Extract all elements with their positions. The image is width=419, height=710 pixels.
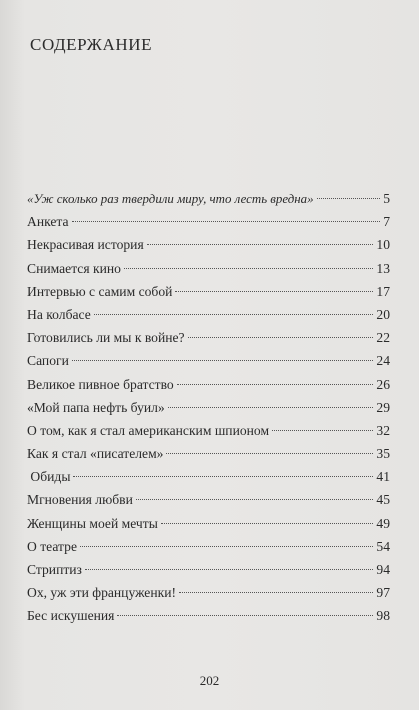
toc-entry-page: 41 — [376, 469, 390, 485]
toc-entry-page: 13 — [376, 260, 390, 276]
toc-entry — [27, 187, 390, 210]
toc-entry-title: Интервью с самим собой — [27, 283, 173, 299]
toc-dot-leader — [317, 198, 381, 199]
toc-dot-leader — [73, 476, 373, 477]
toc-dot-leader — [177, 384, 374, 385]
toc-entry — [27, 326, 390, 349]
toc-entry-title: Мгновения любви — [27, 492, 133, 508]
toc-dot-leader — [179, 592, 373, 593]
toc-dot-leader — [94, 314, 374, 315]
toc-entry-page: 5 — [383, 191, 390, 206]
toc-entry-page: 22 — [376, 330, 390, 346]
toc-entry-page: 45 — [376, 492, 390, 508]
toc-entry — [27, 581, 390, 604]
toc-entry-page: 10 — [376, 237, 390, 253]
toc-entry-title: О театре — [27, 538, 77, 554]
toc-entry-page: 32 — [376, 422, 390, 438]
table-of-contents — [27, 187, 390, 628]
toc-entry — [27, 465, 390, 488]
toc-entry-page: 17 — [376, 283, 390, 299]
toc-entry — [27, 210, 390, 233]
toc-entry-title: Ох, уж эти француженки! — [27, 585, 177, 601]
toc-dot-leader — [72, 360, 374, 361]
toc-entry — [27, 419, 390, 442]
toc-entry-page: 7 — [383, 214, 390, 230]
toc-entry — [27, 233, 390, 256]
toc-entry-title: Готовились ли мы к войне? — [27, 330, 185, 346]
toc-dot-leader — [161, 523, 374, 524]
toc-entry — [27, 512, 390, 535]
toc-entry-page: 97 — [376, 585, 390, 601]
toc-entry-title: «Мой папа нефть буил» — [27, 399, 165, 415]
toc-dot-leader — [124, 268, 373, 269]
toc-entry — [27, 257, 390, 280]
toc-dot-leader — [85, 569, 373, 570]
toc-dot-leader — [166, 453, 373, 454]
toc-entry-title: Как я стал «писателем» — [27, 446, 164, 462]
toc-entry — [27, 442, 390, 465]
toc-entry-title: Бес искушения — [27, 608, 115, 624]
toc-entry-page: 49 — [376, 515, 390, 531]
toc-entry-page: 29 — [376, 399, 390, 415]
toc-entry-page: 20 — [376, 306, 390, 322]
toc-entry — [27, 373, 390, 396]
toc-entry — [27, 396, 390, 419]
toc-dot-leader — [72, 221, 381, 222]
toc-dot-leader — [80, 546, 373, 547]
toc-entry — [27, 604, 390, 627]
contents-heading: СОДЕРЖАНИЕ — [30, 35, 153, 54]
toc-entry-title: Стриптиз — [27, 562, 82, 577]
page-number: 202 — [199, 673, 220, 688]
toc-dot-leader — [188, 337, 374, 338]
toc-entry-title: Некрасивая история — [27, 237, 144, 253]
toc-entry-page: 98 — [376, 608, 390, 624]
toc-entry-title: Сапоги — [27, 353, 69, 369]
toc-dot-leader — [175, 291, 373, 292]
toc-entry-page: 54 — [376, 538, 390, 554]
toc-entry-title: Снимается кино — [27, 260, 121, 276]
toc-entry-title: Великое пивное братство — [27, 376, 174, 392]
toc-entry — [27, 535, 390, 558]
toc-entry-title: Женщины моей мечты — [27, 515, 158, 531]
toc-entry-title: Анкета — [27, 214, 69, 230]
toc-dot-leader — [147, 244, 374, 245]
toc-dot-leader — [136, 499, 374, 500]
toc-entry — [27, 280, 390, 303]
toc-entry — [27, 349, 390, 372]
toc-dot-leader — [168, 407, 374, 408]
toc-entry — [27, 558, 390, 581]
toc-entry — [27, 303, 390, 326]
toc-entry — [27, 488, 390, 511]
toc-entry-title: На колбасе — [27, 306, 91, 322]
toc-dot-leader — [272, 430, 373, 431]
toc-entry-page: 94 — [376, 562, 390, 577]
toc-entry-page: 26 — [376, 376, 390, 392]
toc-entry-page: 35 — [376, 446, 390, 462]
toc-entry-title: «Уж сколько раз твердили миру, что лесть вредна» — [27, 192, 314, 206]
toc-entry-title: О том, как я стал американским шпионом — [27, 422, 270, 438]
toc-entry-title: Обиды — [27, 469, 71, 485]
toc-entry-page: 24 — [376, 353, 390, 369]
toc-dot-leader — [117, 615, 373, 616]
